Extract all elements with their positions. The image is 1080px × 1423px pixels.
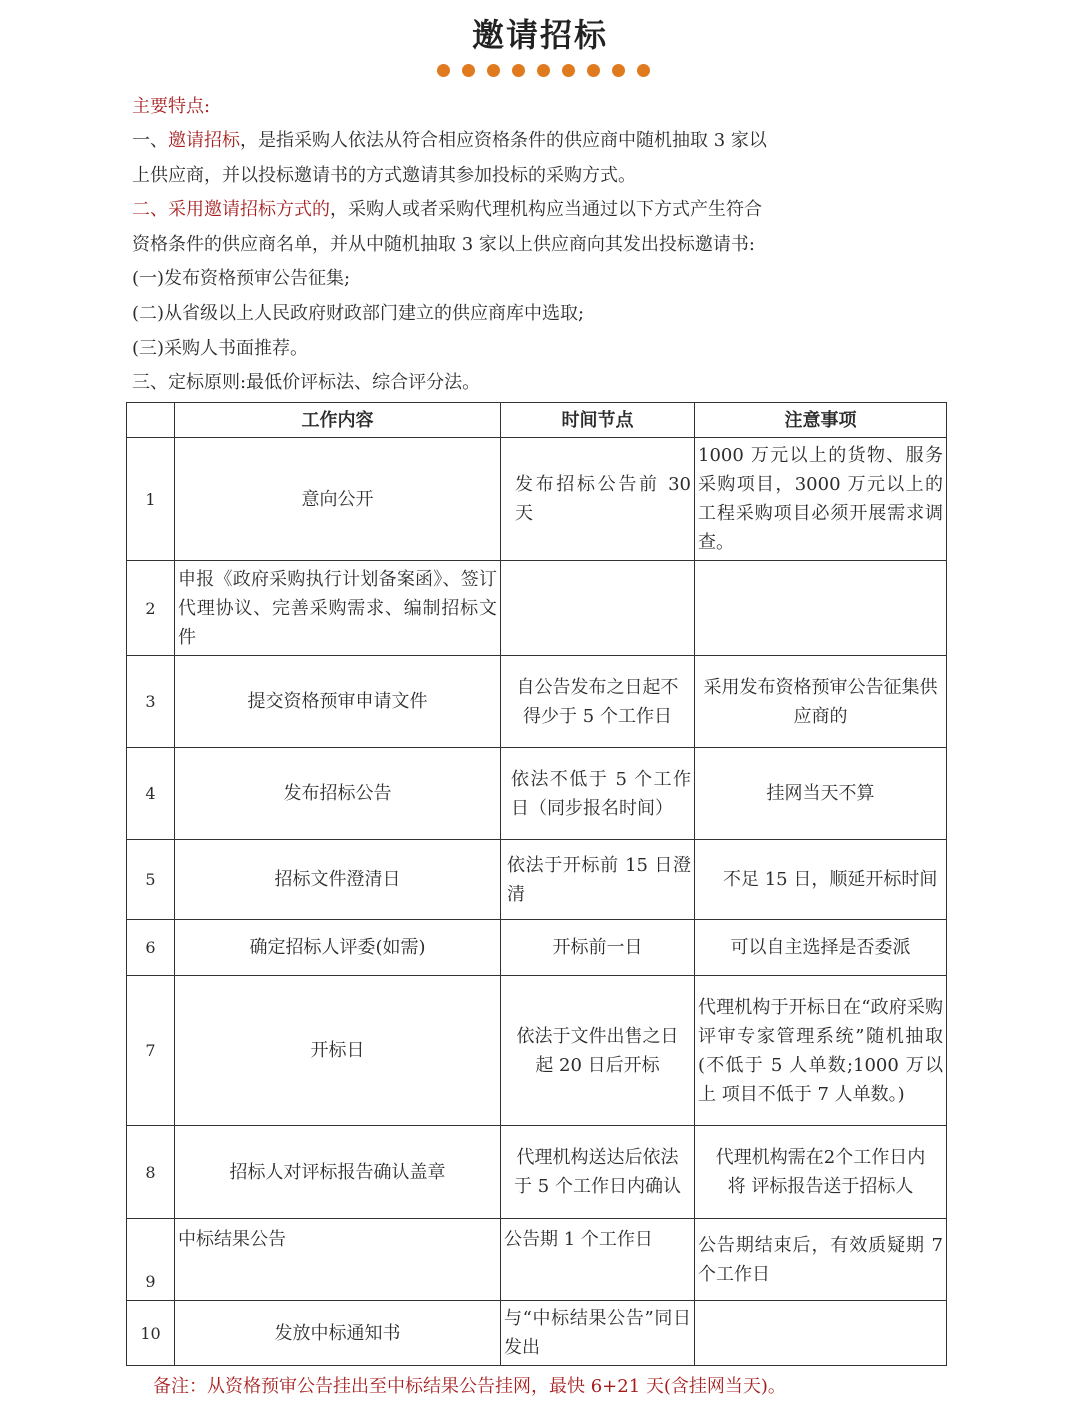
header-cell: 工作内容 — [175, 403, 501, 438]
point-one-highlight: 邀请招标 — [168, 130, 240, 151]
work-content: 确定招标人评委(如需) — [175, 920, 501, 976]
table-row — [127, 748, 947, 840]
list-item: (三)采购人书面推荐。 — [132, 337, 309, 359]
work-content: 招标文件澄清日 — [175, 840, 501, 920]
header-cell — [127, 403, 175, 438]
dot — [562, 64, 575, 77]
row-number: 4 — [127, 748, 175, 840]
header-cell: 时间节点 — [501, 403, 695, 438]
dot — [637, 64, 650, 77]
row-number: 2 — [127, 561, 175, 656]
title-divider-dots — [437, 64, 650, 77]
note: 可以自主选择是否委派 — [695, 920, 947, 976]
note: 挂网当天不算 — [695, 748, 947, 840]
time-node: 依法不低于 5 个工作日（同步报名时间） — [501, 748, 695, 840]
row-number: 1 — [127, 438, 175, 561]
time-node: 代理机构送达后依法 于 5 个工作日内确认 — [501, 1126, 695, 1219]
intro-section — [132, 90, 832, 401]
time-node — [501, 561, 695, 656]
work-content: 中标结果公告 — [175, 1219, 501, 1301]
time-node: 发布招标公告前 30 天 — [501, 438, 695, 561]
row-number: 7 — [127, 976, 175, 1126]
time-node: 公告期 1 个工作日 — [501, 1219, 695, 1301]
point-two-prefix: 二、 — [132, 199, 168, 221]
table-row — [127, 840, 947, 920]
footnote: 备注：从资格预审公告挂出至中标结果公告挂网，最快 6+21 天(含挂网当天)。 — [153, 1376, 786, 1397]
header-cell: 注意事项 — [695, 403, 947, 438]
table-row — [127, 438, 947, 561]
point-one-text: ，是指采购人依法从符合相应资格条件的供应商中随机抽取 3 家以 — [240, 130, 767, 151]
work-content: 发放中标通知书 — [175, 1301, 501, 1366]
time-node: 依法于开标前 15 日澄清 — [501, 840, 695, 920]
dot — [612, 64, 625, 77]
work-content: 意向公开 — [175, 438, 501, 561]
point-two-text: ，采购人或者采购代理机构应当通过以下方式产生符合 — [330, 199, 762, 221]
point-two-line1 — [132, 193, 832, 228]
row-number: 8 — [127, 1126, 175, 1219]
list-item: (二)从省级以上人民政府财政部门建立的供应商库中选取; — [132, 302, 585, 324]
work-content: 开标日 — [175, 976, 501, 1126]
note — [695, 1301, 947, 1366]
point-two-line2: 资格条件的供应商名单，并从中随机抽取 3 家以上供应商向其发出投标邀请书: — [132, 233, 755, 255]
time-node: 开标前一日 — [501, 920, 695, 976]
page-title: 邀请招标 — [471, 16, 608, 54]
note: 采用发布资格预审公告征集供 应商的 — [695, 656, 947, 748]
table-row — [127, 561, 947, 656]
procurement-schedule-table — [126, 402, 947, 1366]
table-row — [127, 976, 947, 1126]
work-content: 招标人对评标报告确认盖章 — [175, 1126, 501, 1219]
time-node: 自公告发布之日起不 得少于 5 个工作日 — [501, 656, 695, 748]
row-number: 5 — [127, 840, 175, 920]
note: 代理机构需在2个工作日内将 评标报告送于招标人 — [695, 1126, 947, 1219]
table-row — [127, 1219, 947, 1301]
table-row — [127, 1126, 947, 1219]
section-heading: 主要特点: — [132, 96, 211, 117]
work-content: 发布招标公告 — [175, 748, 501, 840]
dot — [512, 64, 525, 77]
work-content: 申报《政府采购执行计划备案函》、签订 代理协议、完善采购需求、编制招标文件 — [175, 561, 501, 656]
row-number: 6 — [127, 920, 175, 976]
point-three: 三、定标原则:最低价评标法、综合评分法。 — [132, 372, 481, 394]
note: 代理机构于开标日在“政府采购 评审专家管理系统”随机抽取(不低于 5 人单数;1000 万以上 项目不低于 7 人单数。) — [695, 976, 947, 1126]
note: 1000 万元以上的货物、服务采购项目，3000 万元以上的工程采购项目必须开展需求调查。 — [695, 438, 947, 561]
note — [695, 561, 947, 656]
dot — [537, 64, 550, 77]
point-one-line1 — [132, 124, 832, 159]
row-number: 3 — [127, 656, 175, 748]
time-node: 依法于文件出售之日 起 20 日后开标 — [501, 976, 695, 1126]
table-row — [127, 656, 947, 748]
note: 不足 15 日，顺延开标时间 — [695, 840, 947, 920]
point-one-line2: 上供应商，并以投标邀请书的方式邀请其参加投标的采购方式。 — [132, 164, 636, 186]
point-one-prefix: 一、 — [132, 130, 168, 151]
dot — [437, 64, 450, 77]
table-row — [127, 920, 947, 976]
dot — [587, 64, 600, 77]
dot — [487, 64, 500, 77]
note: 公告期结束后，有效质疑期 7 个工作日 — [695, 1219, 947, 1301]
table-row — [127, 1301, 947, 1366]
list-item: (一)发布资格预审公告征集; — [132, 268, 351, 290]
dot — [462, 64, 475, 77]
row-number: 9 — [127, 1219, 175, 1301]
row-number: 10 — [127, 1301, 175, 1366]
work-content: 提交资格预审申请文件 — [175, 656, 501, 748]
point-two-highlight: 采用邀请招标方式的 — [168, 199, 330, 221]
table-header-row — [127, 403, 947, 438]
time-node: 与“中标结果公告”同日 发出 — [501, 1301, 695, 1366]
